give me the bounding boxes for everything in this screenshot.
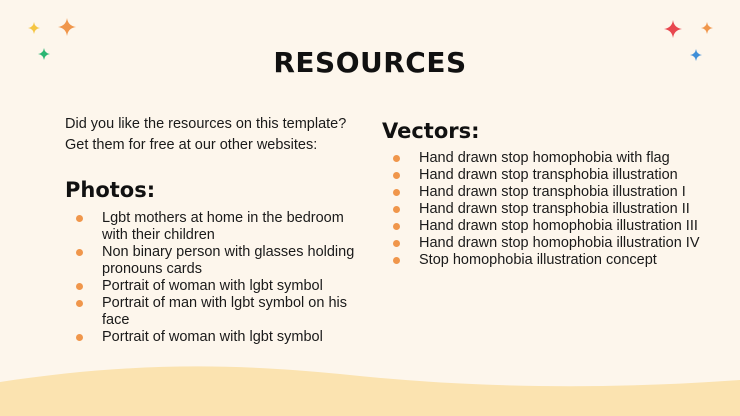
list-item-text: Non binary person with glasses holding pronouns cards [102,244,355,277]
bullet-icon [393,223,400,230]
bullet-icon [76,334,83,341]
list-item-text: Stop homophobia illustration concept [419,252,657,268]
list-item [382,252,702,269]
list-item-text: Hand drawn stop homophobia with flag [419,150,670,166]
intro-line: Get them for free at our other websites: [65,137,318,153]
intro-text [65,114,365,156]
bullet-icon [393,206,400,213]
list-item [382,218,702,235]
sparkle-icon [58,18,76,36]
sparkle-icon [701,22,713,34]
list-item [382,235,702,252]
vectors-list [382,150,702,269]
list-item [65,278,365,295]
list-item-text: Hand drawn stop transphobia illustration II [419,201,690,217]
list-item-text: Hand drawn stop homophobia illustration IV [419,235,700,251]
bullet-icon [76,300,83,307]
list-item [382,150,702,167]
list-item-text: Portrait of woman with lgbt symbol [102,329,323,345]
bullet-icon [76,215,83,222]
list-item [65,329,365,346]
list-item-text: Hand drawn stop transphobia illustration [419,167,678,183]
list-item [65,295,365,329]
list-item-text: Portrait of man with lgbt symbol on his face [102,295,347,328]
bullet-icon [393,240,400,247]
bullet-icon [393,189,400,196]
list-item-text: Hand drawn stop homophobia illustration III [419,218,698,234]
list-item [65,210,365,244]
intro-line: Did you like the resources on this template? [65,116,347,132]
wave-decoration [0,360,740,416]
list-item [65,244,365,278]
list-item [382,201,702,218]
list-item-text: Lgbt mothers at home in the bedroom with their children [102,210,344,243]
bullet-icon [393,155,400,162]
sparkle-icon [28,22,40,34]
photos-heading: Photos: [65,178,156,202]
list-item-text: Hand drawn stop transphobia illustration I [419,184,686,200]
bullet-icon [76,249,83,256]
page-title: RESOURCES [273,46,467,79]
vectors-heading: Vectors: [382,119,480,143]
list-item [382,167,702,184]
list-item-text: Portrait of woman with lgbt symbol [102,278,323,294]
photos-list [65,210,365,346]
sparkle-icon [664,20,682,38]
bullet-icon [393,257,400,264]
bullet-icon [76,283,83,290]
list-item [382,184,702,201]
bullet-icon [393,172,400,179]
